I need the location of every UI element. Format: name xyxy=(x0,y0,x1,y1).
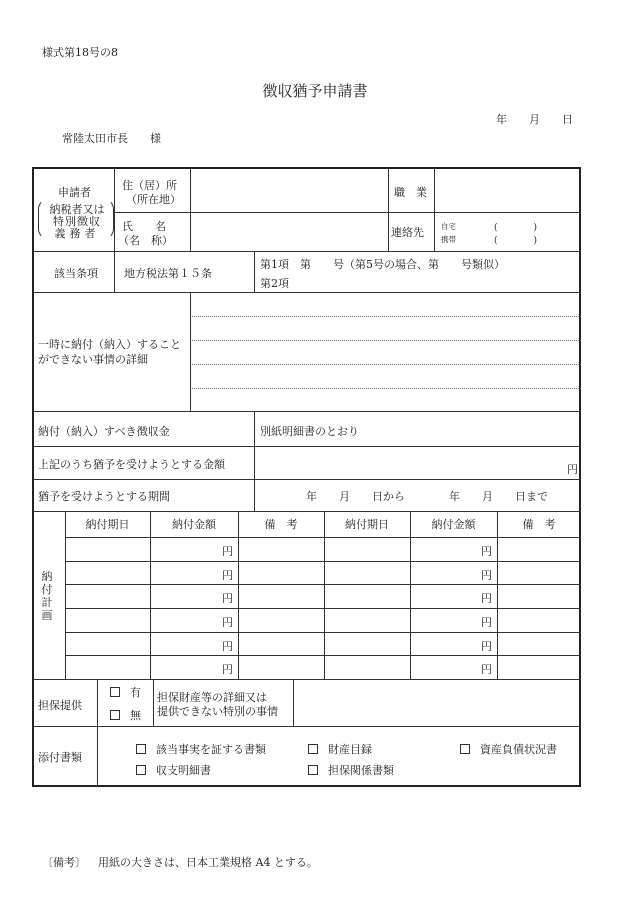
deferral-amount-label: 上記のうち猶予を受けようとする金額 xyxy=(38,458,225,471)
yen-unit: 円 xyxy=(481,545,492,558)
plan-header-amount: 納付金額 xyxy=(431,518,476,531)
rule xyxy=(114,168,115,292)
address-label: 住（居）所 xyxy=(122,179,177,192)
rule xyxy=(65,537,581,538)
rule xyxy=(238,511,239,679)
yen-unit: 円 xyxy=(481,663,492,676)
attachment-label: 財産目録 xyxy=(328,743,372,756)
home-phone-field[interactable]: ( ) xyxy=(494,223,538,233)
attachment-security-docs[interactable] xyxy=(308,762,394,778)
article-label: 該当条項 xyxy=(54,267,98,280)
name-label-sub: （名 称） xyxy=(118,234,173,247)
rule xyxy=(65,561,581,562)
note-text: 用紙の大きさは、日本工業規格 A4 とする。 xyxy=(98,856,318,869)
yen-unit: 円 xyxy=(222,616,233,629)
checkbox-icon xyxy=(136,765,146,775)
contact-label: 連絡先 xyxy=(391,226,424,239)
rule xyxy=(150,511,151,679)
reason-field[interactable] xyxy=(191,293,581,411)
applicant-label: 申請者 xyxy=(58,186,91,199)
amount-due-value: 別紙明細書のとおり xyxy=(260,425,359,438)
payment-plan-label-char: 付 xyxy=(41,583,53,596)
attachment-label: 資産負債状況書 xyxy=(480,743,557,756)
checkbox-icon xyxy=(308,765,318,775)
applicant-sub-label: 納税者又は xyxy=(49,203,105,216)
security-option-yes[interactable] xyxy=(110,684,141,700)
note-label: 〔備考〕 xyxy=(42,856,86,869)
form-number: 様式第18号の8 xyxy=(42,46,118,59)
address-field[interactable] xyxy=(190,168,388,212)
plan-header-remarks: 備 考 xyxy=(264,518,298,531)
name-field[interactable] xyxy=(190,213,388,251)
rule xyxy=(254,252,255,292)
plan-header-due-date: 納付期日 xyxy=(85,518,130,531)
security-label: 担保提供 xyxy=(38,699,82,712)
deferral-amount-field[interactable] xyxy=(255,447,581,479)
yen-unit: 円 xyxy=(222,569,233,582)
page-title: 徴収猶予申請書 xyxy=(262,82,368,100)
checkbox-icon xyxy=(136,744,146,754)
rule xyxy=(33,251,581,252)
period-field[interactable]: 年 月 日から 年 月 日まで xyxy=(306,490,548,503)
payment-plan-label-char: 計 xyxy=(41,596,53,609)
yen-unit: 円 xyxy=(222,592,233,605)
article-line-2: 第2項 xyxy=(260,277,289,290)
security-option-no[interactable] xyxy=(110,707,141,723)
yen-unit: 円 xyxy=(481,616,492,629)
home-phone-label: 自宅 xyxy=(441,222,456,231)
payment-plan-label-char: 画 xyxy=(41,609,53,622)
rule xyxy=(497,511,498,679)
address-label-sub: （所在地） xyxy=(126,193,181,206)
yen-unit: 円 xyxy=(481,569,492,582)
rule xyxy=(153,679,154,726)
attachments-label: 添付書類 xyxy=(38,751,82,764)
rule xyxy=(33,479,581,480)
yen-unit: 円 xyxy=(222,663,233,676)
rule xyxy=(65,655,581,656)
mobile-phone-field[interactable]: ( ) xyxy=(494,236,538,246)
security-detail-field[interactable] xyxy=(294,680,581,726)
article-line-1: 第1項 第 号（第5号の場合、第 号類似） xyxy=(260,258,505,271)
rule xyxy=(388,168,389,251)
occupation-label: 職 業 xyxy=(394,186,427,199)
occupation-field[interactable] xyxy=(435,168,581,212)
payment-plan-label xyxy=(40,570,54,622)
attachment-property-list[interactable] xyxy=(308,741,372,757)
rule xyxy=(324,511,325,679)
rule xyxy=(65,584,581,585)
attachment-label: 担保関係書類 xyxy=(328,764,394,777)
checkbox-icon xyxy=(110,687,120,697)
applicant-sub-label: 特別徴収 xyxy=(53,215,101,228)
yen-unit: 円 xyxy=(481,640,492,653)
attachment-label: 収支明細書 xyxy=(156,764,211,777)
checkbox-icon xyxy=(460,744,470,754)
security-detail-label: 提供できない特別の事情 xyxy=(157,705,278,718)
plan-header-amount: 納付金額 xyxy=(172,518,216,531)
attachment-evidence[interactable] xyxy=(136,741,266,757)
applicant-sub-label: 義務者 xyxy=(54,227,100,240)
amount-due-label: 納付（納入）すべき徴収金 xyxy=(38,425,170,438)
security-option-yes-label: 有 xyxy=(130,686,141,699)
rule xyxy=(33,511,581,512)
rule xyxy=(65,511,66,679)
name-label: 氏 名 xyxy=(122,220,166,233)
payment-plan-label-char: 納 xyxy=(41,570,53,583)
yen-unit: 円 xyxy=(222,545,233,558)
rule xyxy=(65,632,581,633)
rule xyxy=(410,511,411,679)
date-line: 年 月 日 xyxy=(496,113,573,126)
addressee: 常陸太田市長 様 xyxy=(62,132,161,145)
rule xyxy=(65,608,581,609)
attachment-income-statement[interactable] xyxy=(136,762,211,778)
yen-unit: 円 xyxy=(481,592,492,605)
plan-header-remarks: 備 考 xyxy=(522,518,556,531)
checkbox-icon xyxy=(110,710,120,720)
reason-label: 一時に納付（納入）することができない事情の詳細 xyxy=(38,338,181,366)
rule xyxy=(97,679,98,786)
article-law: 地方税法第１５条 xyxy=(124,267,212,280)
deferral-amount-unit: 円 xyxy=(567,463,578,476)
period-label: 猶予を受けようとする期間 xyxy=(38,490,170,503)
security-detail-label: 担保財産等の詳細又は xyxy=(157,691,267,704)
checkbox-icon xyxy=(308,744,318,754)
yen-unit: 円 xyxy=(222,640,233,653)
attachment-label: 該当事実を証する書類 xyxy=(156,743,266,756)
attachment-balance-sheet[interactable] xyxy=(460,741,557,757)
rule xyxy=(33,726,581,727)
mobile-phone-label: 携帯 xyxy=(441,235,456,244)
plan-header-due-date: 納付期日 xyxy=(345,518,389,531)
rule xyxy=(33,411,581,412)
security-option-no-label: 無 xyxy=(130,709,141,722)
